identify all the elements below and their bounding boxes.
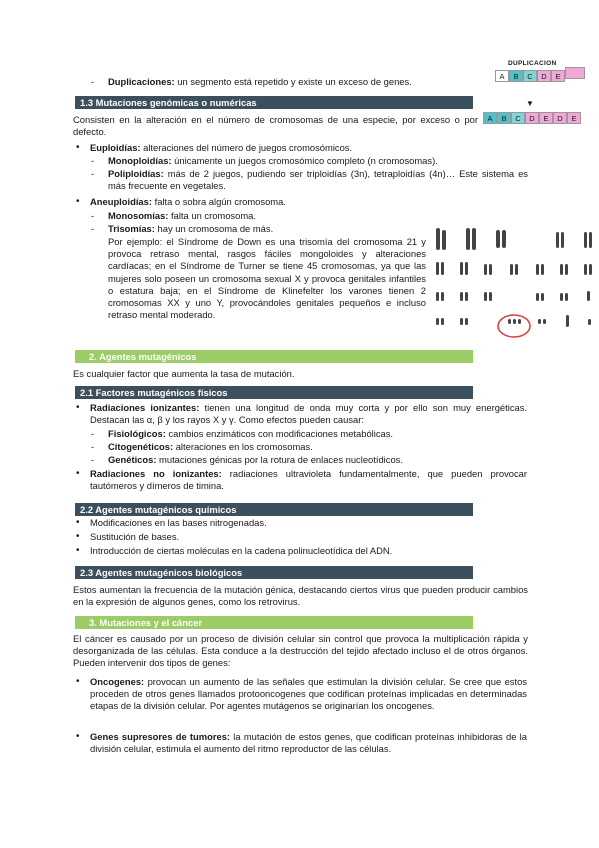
list-item: Modificaciones en las bases nitrogenadas. — [90, 517, 267, 528]
bullet-icon: • — [76, 731, 80, 742]
segment: B — [509, 70, 523, 82]
term: Citogenéticos: — [108, 441, 174, 452]
bullet-icon: • — [76, 545, 80, 556]
term: Fisiológicos: — [108, 428, 166, 439]
segment: C — [523, 70, 537, 82]
chromosome-pairs — [436, 228, 592, 327]
section-heading-2-2: 2.2 Agentes mutagénicos químicos — [75, 503, 473, 516]
definition: radiaciones ultravioleta fundamentalmente, que pueden provocar tautómeros y dímeros de timina. — [90, 468, 527, 492]
duplicaciones-item — [108, 76, 488, 88]
dash-marker: - — [91, 454, 95, 465]
bullet-icon: • — [76, 468, 80, 479]
segment: B — [497, 112, 511, 124]
term: Oncogenes: — [90, 676, 145, 687]
segment: D — [553, 112, 567, 124]
dash-marker: - — [91, 210, 95, 221]
segment: D — [525, 112, 539, 124]
s2-intro: Es cualquier factor que aumenta la tasa de mutación. — [73, 368, 295, 379]
term: Genes supresores de tumores: — [90, 731, 231, 742]
poliploidias-item — [108, 168, 528, 192]
trisomy-highlight-circle — [498, 315, 530, 337]
supresores-item — [90, 731, 527, 755]
dash-marker: - — [91, 155, 95, 166]
duplication-row-original — [495, 67, 585, 82]
definition: alteraciones del número de juegos cromosómicos. — [140, 142, 353, 153]
term: Radiaciones no ionizantes: — [90, 468, 222, 479]
segment-tail — [565, 67, 585, 79]
bullet-icon: • — [76, 142, 80, 153]
fisiologicos-item — [108, 428, 508, 440]
dash-marker: - — [91, 223, 95, 234]
term: Duplicaciones: — [108, 76, 175, 87]
term: Genéticos: — [108, 454, 157, 465]
monosomias-item — [108, 210, 408, 222]
segment: E — [539, 112, 553, 124]
term: Aneuploidías: — [90, 196, 152, 207]
definition: la mutación de estos genes, que codifican proteínas inhibidoras de la división celular, estimula el aumento del ritmo reproductor de las células. — [90, 731, 527, 755]
aneuploidias-item — [90, 196, 470, 208]
definition: un segmento está repetido y existe un exceso de genes. — [174, 76, 412, 87]
syndromes-example: Por ejemplo: el Síndrome de Down es una trisomía del cromosoma 21 y provoca retraso mental, rasgos fáciles mongoloides y alteraciones cardíacas; en el Síndrome de Turner se tiene 45 cromosomas, ya que las mujeres solo poseen un cromosoma sexual X y provoca genitales infantiles o estatura baja; en el Síndrome de Klinefelter los varones tienen 2 cromosomas XX y uno Y, provocándoles genitales pequeños e incluso retraso mental moderado. — [108, 236, 426, 321]
bullet-icon: • — [76, 402, 80, 413]
section-heading-2-1: 2.1 Factores mutagénicos físicos — [75, 386, 473, 399]
citogeneticos-item — [108, 441, 508, 453]
duplication-row-result — [483, 112, 581, 124]
definition: más de 2 juegos, pudiendo ser triploidías (3n), tetraploidías (4n)… Este sistema es más frecuente en vegetales. — [108, 168, 528, 192]
segment: D — [537, 70, 551, 82]
segment: A — [483, 112, 497, 124]
list-item: Introducción de ciertas moléculas en la cadena polinucleotídica del ADN. — [90, 545, 393, 556]
definition: alteraciones en los cromosomas. — [173, 441, 313, 452]
euploidias-item — [90, 142, 490, 154]
list-item: Sustitución de bases. — [90, 531, 180, 542]
definition: hay un cromosoma de más. — [154, 223, 274, 234]
term: Radiaciones ionizantes: — [90, 402, 200, 413]
term: Monosomías: — [108, 210, 169, 221]
term: Poliploidías: — [108, 168, 164, 179]
dash-marker: - — [91, 441, 95, 452]
bullet-icon: • — [76, 196, 80, 207]
bullet-icon: • — [76, 676, 80, 687]
ionizantes-item — [90, 402, 527, 426]
section-heading-1-3: 1.3 Mutaciones genómicas o numéricas — [75, 96, 473, 109]
trisomias-item — [108, 223, 408, 235]
term: Euploidías: — [90, 142, 141, 153]
term: Trisomías: — [108, 223, 155, 234]
section-heading-2-3: 2.3 Agentes mutagénicos biológicos — [75, 566, 473, 579]
section-heading-2: 2. Agentes mutagénicos — [75, 350, 473, 363]
no-ionizantes-item — [90, 468, 527, 492]
definition: tienen una longitud de onda muy corta y por ello son muy energéticas. Destacan las α, β y los rayos X y γ. Como efectos pueden causar: — [90, 402, 528, 426]
definition: únicamente un juegos cromosómico completo (n cromosomas). — [171, 155, 438, 166]
term: Monoploidías: — [108, 155, 172, 166]
dash-marker: - — [91, 428, 95, 439]
segment: E — [551, 70, 565, 82]
definition: provocan un aumento de las señales que estimulan la división celular. Se cree que estos proceden de otros genes llamados protooncogenes que codifican proteínas implicadas en determinadas etapas de la división celular. Por agentes mutágenos se originarían los oncogenes. — [90, 676, 527, 712]
segment: A — [495, 70, 509, 82]
section-heading-3: 3. Mutaciones y el cáncer — [75, 616, 473, 629]
geneticos-item — [108, 454, 508, 466]
karyotype-image — [432, 222, 598, 348]
down-arrow-icon: ▼ — [526, 99, 534, 108]
definition: falta un cromosoma. — [168, 210, 256, 221]
definition: mutaciones génicas por la rotura de enlaces nucleotídicos. — [156, 454, 403, 465]
segment: C — [511, 112, 525, 124]
definition: falta o sobra algún cromosoma. — [151, 196, 286, 207]
segment: E — [567, 112, 581, 124]
duplication-figure-title: DUPLICACION — [508, 60, 557, 67]
monoploidias-item — [108, 155, 508, 167]
s3-intro: El cáncer es causado por un proceso de división celular sin control que provoca la multiplicación rápida y desorganizada de las células. Esta conduce a la destrucción del tejido afectado incluso el de otros órganos. Pueden intervenir dos tipos de genes: — [73, 633, 528, 669]
oncogenes-item — [90, 676, 527, 713]
bullet-icon: • — [76, 517, 80, 528]
definition: cambios enzimáticos con modificaciones metabólicas. — [165, 428, 394, 439]
s23-text: Estos aumentan la frecuencia de la mutación génica, destacando ciertos virus que pueden producir cambios en la expresión de algunos genes, como los retrovirus. — [73, 584, 528, 608]
bullet-icon: • — [76, 531, 80, 542]
dash-marker: - — [91, 76, 95, 87]
s13-intro: Consisten en la alteración en el número de cromosomas de una especie, por exceso o por defecto. — [73, 114, 478, 138]
dash-marker: - — [91, 168, 95, 179]
